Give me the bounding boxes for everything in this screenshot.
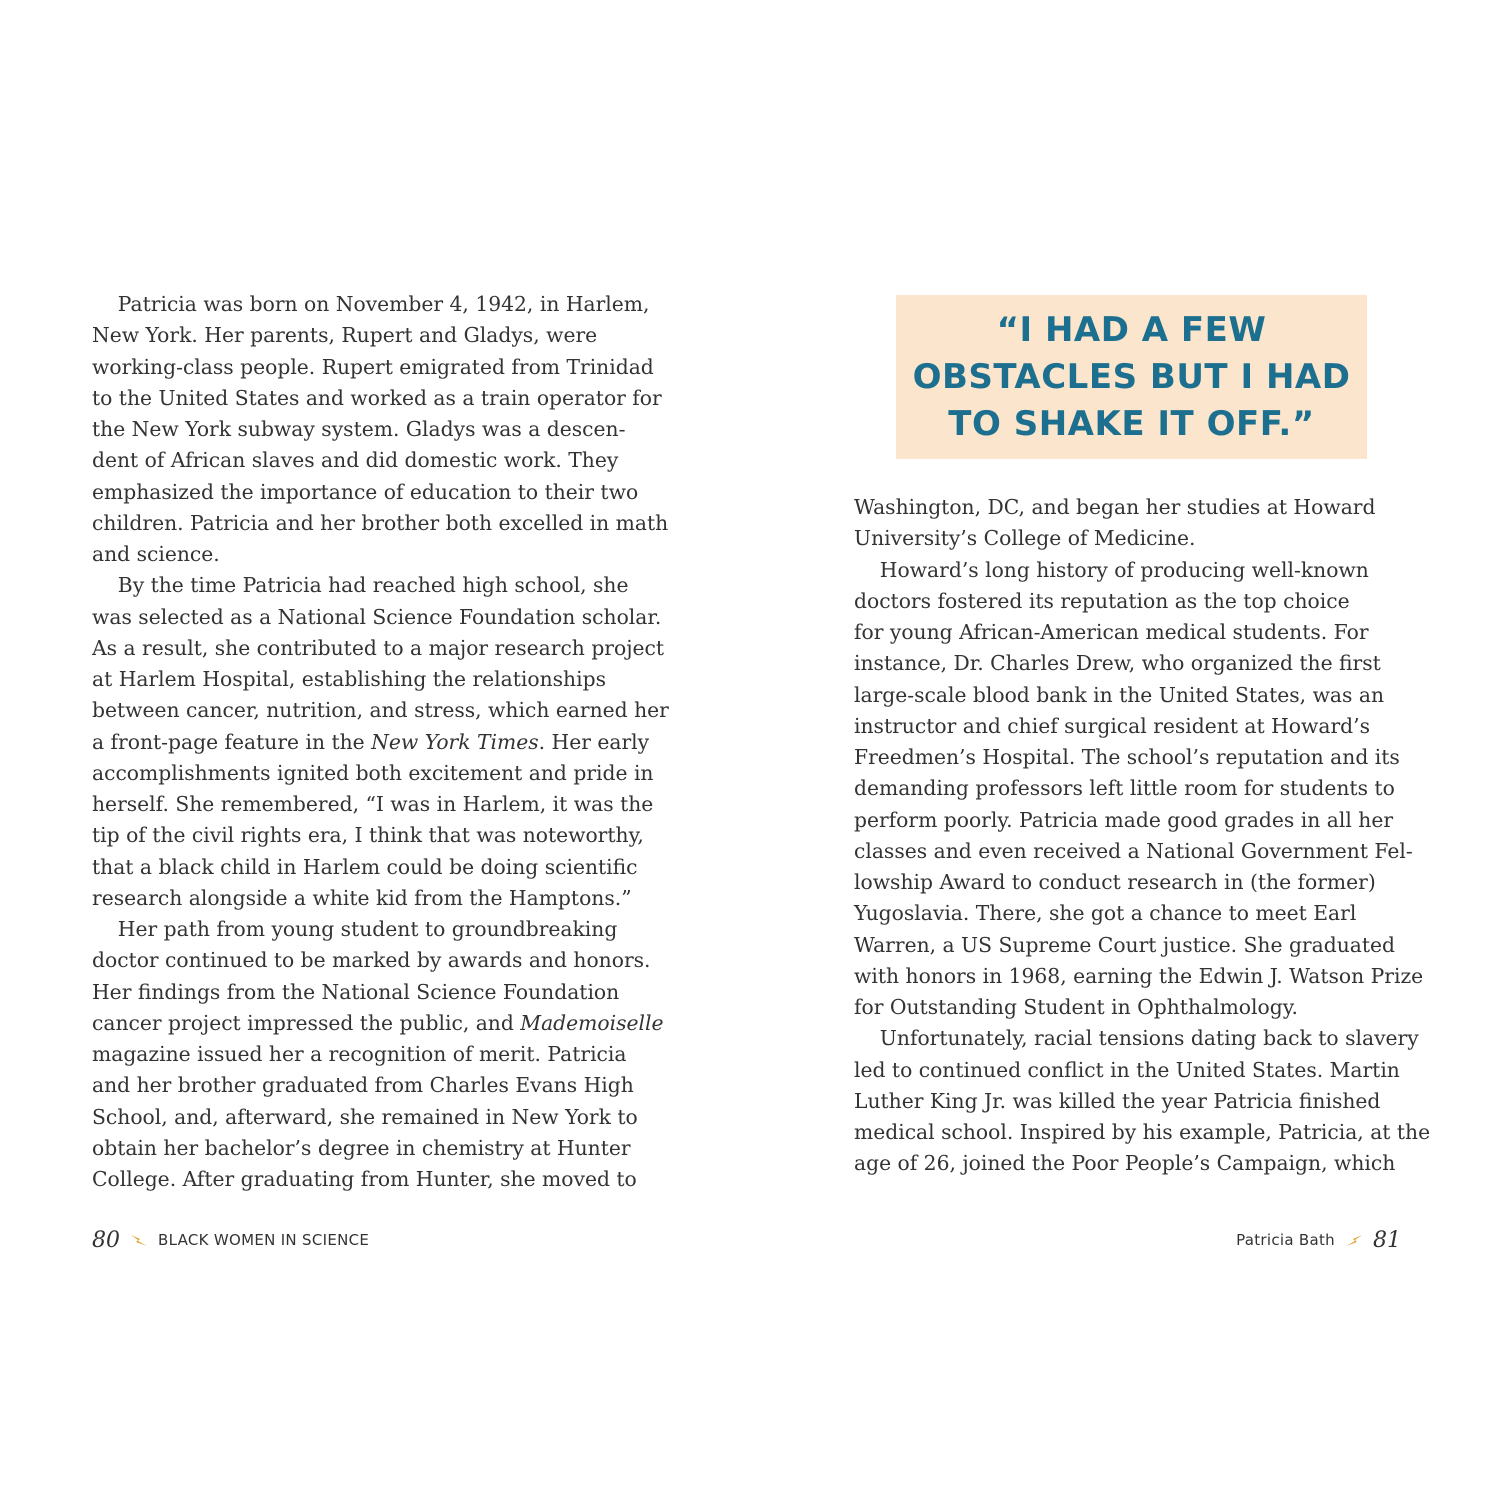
text-run: . Her early	[538, 729, 650, 754]
text-line: Freedmen’s Hospital. The school’s reputation and its	[854, 745, 1400, 769]
text-line: As a result, she contributed to a major research project	[92, 635, 665, 660]
text-line: age of 26, joined the Poor People’s Campaign, which	[854, 1151, 1396, 1176]
text-line: accomplishments ignited both excitement and pride in	[92, 760, 654, 785]
text-line: By the time Patricia had reached high school, she	[92, 573, 629, 598]
text-line: classes and even received a National Government Fel-	[854, 838, 1413, 863]
pull-quote-line: TO SHAKE IT OFF.”	[948, 403, 1315, 444]
text-line: Her findings from the National Science Foundation	[92, 979, 620, 1004]
text-line: and her brother graduated from Charles Evans High	[92, 1073, 634, 1098]
text-line: emphasized the importance of education to their two	[92, 479, 639, 504]
page-number-left: 80	[92, 1227, 120, 1253]
text-line: tip of the civil rights era, I think that was noteworthy,	[92, 823, 644, 848]
text-line: instance, Dr. Charles Drew, who organized the first	[854, 651, 1381, 676]
pull-quote-line: “I HAD A FEW	[996, 309, 1267, 350]
text-line	[92, 1008, 692, 1039]
text-line: School, and, afterward, she remained in New York to	[92, 1104, 638, 1129]
text-line: children. Patricia and her brother both excelled in math	[92, 510, 669, 535]
text-line: instructor and chief surgical resident at Howard’s	[854, 713, 1370, 738]
text-run: a front-page feature in the	[92, 729, 372, 754]
italic-title: New York Times	[371, 729, 539, 754]
text-line: herself. She remembered, “I was in Harlem, it was the	[92, 792, 654, 816]
italic-title: Mademoiselle	[520, 1010, 664, 1035]
lightning-bolt-icon	[130, 1232, 148, 1248]
text-line: the New York subway system. Gladys was a descen-	[92, 417, 626, 441]
running-head-right: Patricia Bath	[1236, 1231, 1335, 1249]
text-line: Howard’s long history of producing well-known	[854, 557, 1369, 582]
text-line: was selected as a National Science Foundation scholar.	[92, 604, 662, 629]
text-line: College. After graduating from Hunter, she moved to	[92, 1167, 637, 1191]
text-line: at Harlem Hospital, establishing the relationships	[92, 667, 606, 691]
text-line: doctor continued to be marked by awards and honors.	[92, 948, 651, 973]
text-line: Her path from young student to groundbreaking	[92, 917, 618, 941]
right-page-body	[854, 492, 1454, 1180]
text-line: that a black child in Harlem could be doing scientific	[92, 854, 638, 879]
text-line: Washington, DC, and began her studies at Howard	[854, 495, 1376, 519]
text-line: to the United States and worked as a train operator for	[92, 385, 662, 410]
text-line: medical school. Inspired by his example, Patricia, at the	[854, 1120, 1431, 1144]
text-line: magazine issued her a recognition of merit. Patricia	[92, 1042, 627, 1066]
text-line: demanding professors left little room for students to	[854, 776, 1395, 801]
running-head-left: BLACK WOMEN IN SCIENCE	[158, 1231, 370, 1249]
lightning-bolt-icon	[1345, 1232, 1363, 1248]
page-number-right: 81	[1373, 1227, 1401, 1253]
left-page-body	[92, 289, 692, 1195]
text-line: large-scale blood bank in the United States, was an	[854, 682, 1385, 707]
text-run: cancer project impressed the public, and	[92, 1010, 521, 1035]
text-line	[92, 727, 692, 758]
text-line: obtain her bachelor’s degree in chemistry at Hunter	[92, 1135, 631, 1160]
text-line: New York. Her parents, Rupert and Gladys, were	[92, 323, 598, 348]
pull-quote-line: OBSTACLES BUT I HAD	[912, 356, 1351, 397]
text-line: between cancer, nutrition, and stress, which earned her	[92, 698, 669, 723]
text-line: Unfortunately, racial tensions dating back to slavery	[854, 1026, 1419, 1051]
text-line: Warren, a US Supreme Court justice. She graduated	[854, 932, 1395, 957]
text-line: lowship Award to conduct research in (the former)	[854, 870, 1376, 894]
text-line: led to continued conflict in the United States. Martin	[854, 1057, 1400, 1082]
text-line: perform poorly. Patricia made good grades in all her	[854, 807, 1394, 832]
text-line: Luther King Jr. was killed the year Patricia finished	[854, 1088, 1381, 1113]
text-line: dent of African slaves and did domestic work. They	[92, 448, 619, 473]
text-line: University’s College of Medicine.	[854, 526, 1196, 551]
text-line: and science.	[92, 542, 220, 566]
text-line: Yugoslavia. There, she got a chance to meet Earl	[854, 901, 1357, 926]
text-line: research alongside a white kid from the Hamptons.”	[92, 885, 632, 910]
right-page-footer	[1236, 1226, 1401, 1254]
text-line: with honors in 1968, earning the Edwin J. Watson Prize	[854, 963, 1424, 988]
left-page-footer	[92, 1226, 369, 1254]
text-line: Patricia was born on November 4, 1942, in Harlem,	[92, 292, 650, 316]
text-line: for young African-American medical students. For	[854, 620, 1369, 644]
text-line: for Outstanding Student in Ophthalmology.	[854, 995, 1298, 1019]
text-line: working-class people. Rupert emigrated from Trinidad	[92, 354, 654, 379]
pull-quote-box	[896, 295, 1367, 459]
text-line: doctors fostered its reputation as the top choice	[854, 588, 1350, 613]
